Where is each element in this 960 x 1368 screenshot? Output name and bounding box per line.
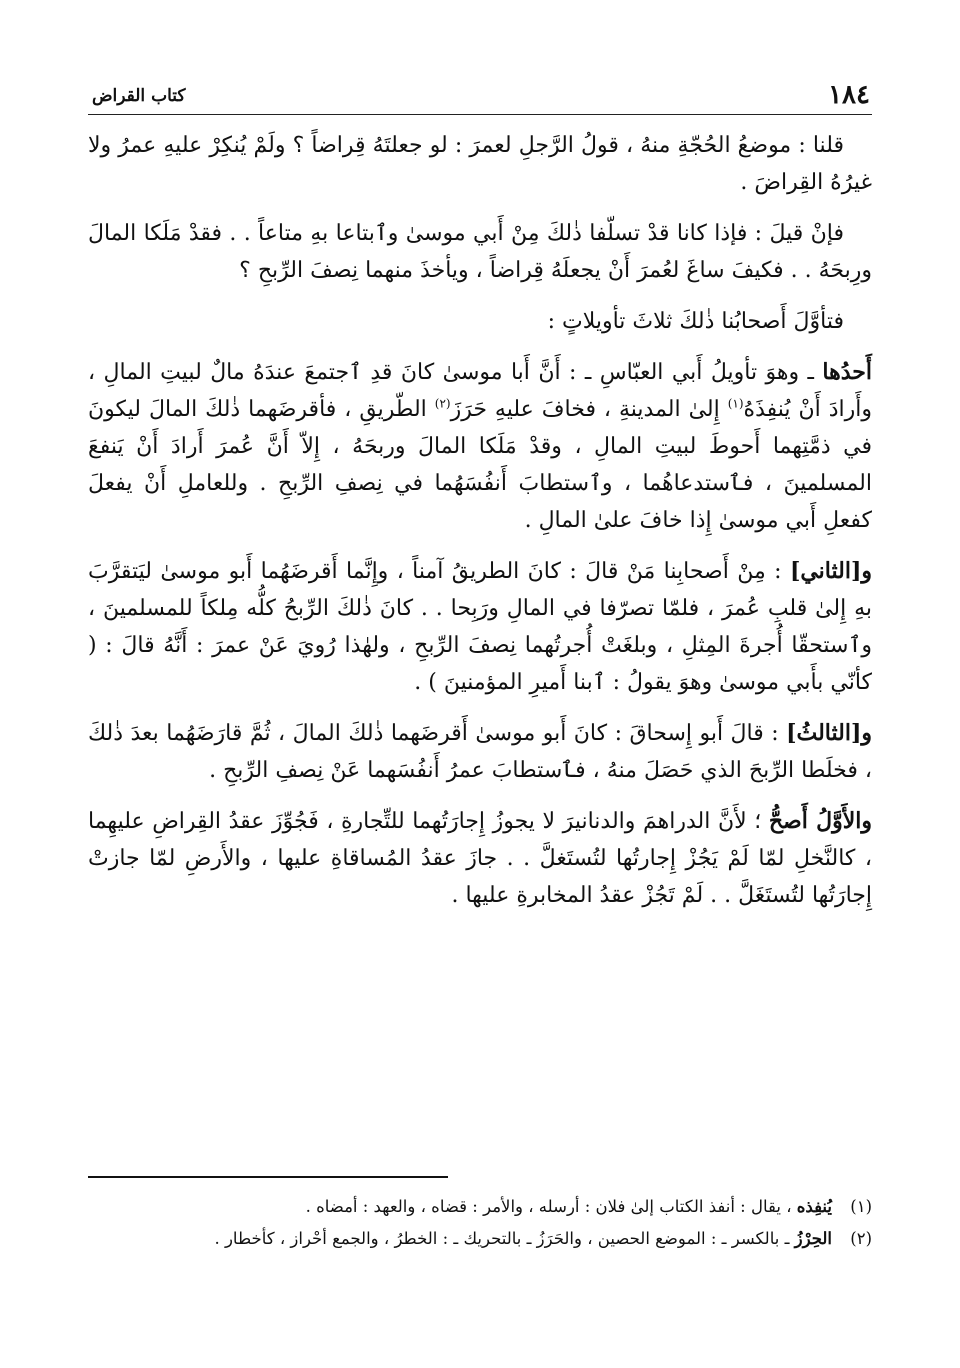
- book-title: كتاب القراض: [92, 86, 186, 106]
- book-page: [88, 78, 872, 1256]
- footnote-ref[interactable]: (٢): [434, 396, 451, 411]
- paragraph: [88, 715, 872, 789]
- paragraph: [88, 553, 872, 701]
- footnotes: [88, 1192, 872, 1254]
- paragraph-lead: والأَوَّلُ أَصحُّ: [768, 808, 872, 834]
- footnote-term: الحِرْزُ: [794, 1229, 832, 1248]
- paragraph-text: فإنْ قيلَ : فإذا كانا قدْ تسلّفا ذٰلكَ مِنْ أَبي موسىٰ وٱبتاعا بهِ متاعاً . . فقدْ مَلَكا المالَ ورِبحَهُ . . فكيفَ ساغَ لعُمرَ أَنْ يجعلَهُ قِراضاً ، ويأخذَ منهما نِصفَ الرِّبحِ ؟: [88, 221, 872, 283]
- paragraph: [88, 303, 872, 340]
- paragraph-lead: و[الثالثُ]: [786, 720, 872, 746]
- paragraph: [88, 127, 872, 201]
- paragraph-text: ؛ لأَنَّ الدراهمَ والدنانيرَ لا يجوزُ إِجارَتُهما للتِّجارةِ ، فَجُوِّزَ عقدُ القِراضِ عليهِما ، كالنَّخلِ لمّا لَمْ يَجُزْ إِجارتُها لتُستَغلَّ . . جازَ عقدُ المُساقاةِ عليها ، والأَرضِ لمّا جازتْ إِجارَتُها لتُستَغَلَّ . . لَمْ تَجُزْ عقدُ المخابرةِ عليها .: [88, 809, 872, 908]
- footnote-number: (١): [850, 1197, 872, 1216]
- footnote: [88, 1192, 872, 1222]
- footnote-text: [88, 1192, 832, 1222]
- paragraph-text: : قالَ أَبو إِسحاقَ : كانَ أَبو موسىٰ أَقرضَهما ذٰلكَ المالَ ، ثُمَّ قارَضَهُما بعدَ ذٰلكَ ، فخلَطا الرِّبحَ الذي حَصَلَ منهُ ، فٱستطابَ عمرُ أَنفُسَهما عَنْ نِصفِ الرِّبحِ .: [88, 721, 872, 783]
- paragraph-text: ـ وهوَ تأويلُ أَبي العبّاسِ ـ : أَنَّ أَبا موسىٰ كانَ قدِ ٱجتمعَ عندَهُ مالٌ لبيتِ المالِ ، وأَرادَ أَنْ يُنفِذَهُ: [88, 360, 872, 422]
- footnote-body: ـ بالكسر ـ : الموضع الحصين ، والحَرَزُ ـ بالتحريك ـ : الخطرُ ، والجمع أحْراز ، كأخطار .: [214, 1229, 795, 1248]
- footnote: [88, 1224, 872, 1254]
- page-number: ١٨٤: [828, 80, 870, 110]
- footnote-text: [88, 1224, 832, 1254]
- paragraph: [88, 354, 872, 539]
- paragraph-lead: أَحدُها: [822, 359, 872, 385]
- paragraph-text: : مِنْ أَصحابِنا مَنْ قالَ : كانَ الطريقُ آمناً ، وإِنَّما أَقرضَهُما أَبو موسىٰ ليَتقرَّبَ بهِ إِلىٰ قلبِ عُمرَ ، فلمّا تصرّفا في المالِ ورَبِحا . . كانَ ذٰلكَ الرِّبحُ كلُّه مِلكاً للمسلمينَ ، وٱستحقّا أُجرةَ المِثلِ ، وبلغَتْ أُجرتُهما نِصفَ الرِّبحِ ، ولهٰذا رُويَ عَنْ عمرَ : أَنَّهُ قالَ : ( كأنّي بأَبي موسىٰ وهوَ يقولُ : ٱبنا أَميرِ المؤمنينَ ) .: [88, 559, 872, 695]
- running-header: [88, 78, 872, 112]
- footnote-ref[interactable]: (١): [727, 396, 744, 411]
- paragraph-text: فتأوَّلَ أَصحابُنا ذٰلكَ ثلاثَ تأويلاتٍ :: [547, 309, 844, 334]
- paragraph: [88, 803, 872, 914]
- paragraph-lead: و[الثاني]: [789, 558, 872, 584]
- paragraph: [88, 215, 872, 289]
- header-rule: [88, 114, 872, 115]
- main-text: [88, 127, 872, 914]
- paragraph-text: إِلىٰ المدينةِ ، فخافَ عليهِ حَرَزَ: [450, 397, 728, 422]
- footnote-body: ، يقال : أنفذ الكتاب إلىٰ فلان : أرسله ، والأمر : قضاه ، والعهد : أمضاه .: [305, 1197, 797, 1216]
- paragraph-text: قلنا : موضعُ الحُجّةِ منهُ ، قولُ الرَّجلِ لعمرَ : لو جعلتَهُ قِراضاً ؟ ولَمْ يُنكِرْ عليهِ عمرُ ولا غيرُهُ القِراضَ .: [88, 133, 872, 195]
- paragraph-text: الطّريقِ ، فأقرضَهما ذٰلكَ المالَ ليكونَ في ذمَّتِهما أَحوطَ لبيتِ المالِ ، وقدْ مَلَكا المالَ وربحَهُ ، إِلاّ أَنَّ عُمرَ أَرادَ أَنْ يَنفعَ المسلمينَ ، فٱستدعاهُما ، وٱستطابَ أَنفُسَهُما في نِصفِ الرِّبحِ . وللعاملِ أَنْ يفعلَ كفعلِ أَبي موسىٰ إِذا خافَ علىٰ المالِ .: [88, 397, 872, 533]
- footnote-rule: [88, 1176, 448, 1178]
- footnote-term: يُنفِذه: [796, 1197, 832, 1216]
- footnote-number: (٢): [850, 1229, 872, 1248]
